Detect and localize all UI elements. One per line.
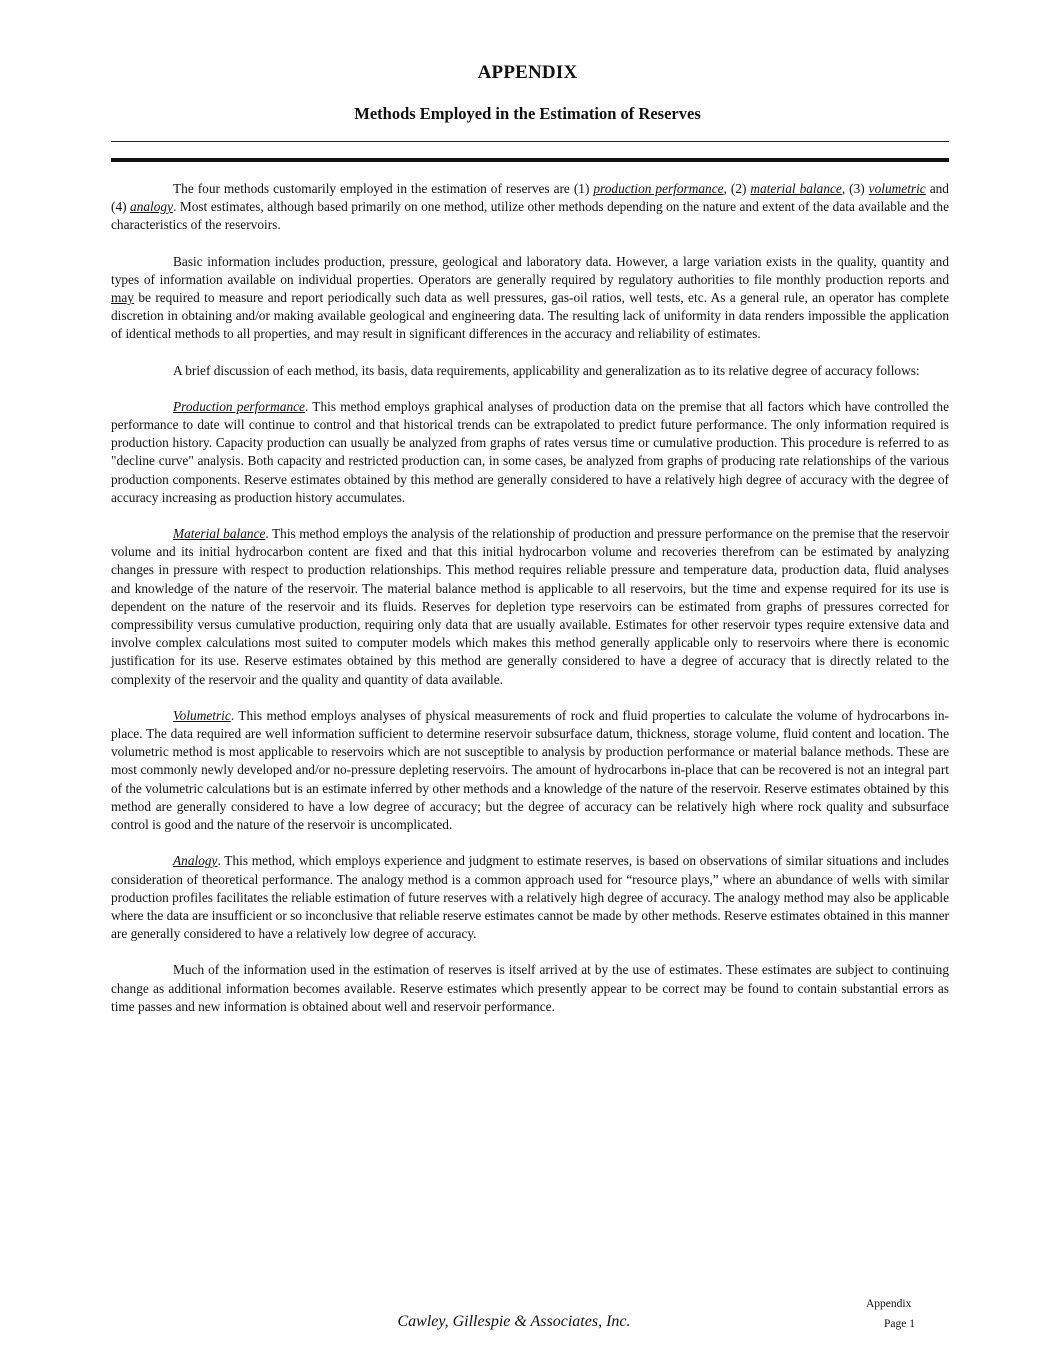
- footer-section-label: Appendix: [866, 1298, 912, 1310]
- paragraph-production-performance: Production performance. This method employs graphical analyses of production data on the premise that all factors which have controlled the performance to date will continue to control and that historical trends can be extrapolated to predict future performance. The only information required is production history. Capacity production can usually be analyzed from graphs of rates versus time or cumulative production. This procedure is referred to as "decline curve" analysis. Both capacity and restricted production can, in some cases, be analyzed from graphs of producing rate relationships of the various production components. Reserve estimates obtained by this method are generally considered to have a relatively high degree of accuracy with the degree of accuracy increasing as production history accumulates.: [111, 398, 949, 505]
- paragraph-analogy: Analogy. This method, which employs experience and judgment to estimate reserves, is based on observations of similar situations and includes consideration of theoretical performance. The analogy method is a common approach used for “resource plays,” where an abundance of wells with similar production profiles facilitates the reliable estimation of future reserves with a relatively high degree of accuracy. The analogy method may also be applicable where the data are insufficient or so inconclusive that reliable reserve estimates cannot be made by other methods. Reserve estimates obtained in this manner are generally considered to have a relatively low degree of accuracy.: [111, 853, 949, 942]
- footer-company-name: Cawley, Gillespie & Associates, Inc.: [397, 1313, 631, 1330]
- method-ref-production-performance: production performance: [593, 181, 724, 196]
- section-heading-analogy: Analogy: [173, 853, 218, 869]
- emphasis-may: may: [111, 290, 134, 306]
- document-body: [111, 180, 949, 1034]
- page-subtitle: Methods Employed in the Estimation of Reserves: [354, 104, 701, 123]
- paragraph-closing: Much of the information used in the estimation of reserves is itself arrived at by the use of estimates. These estimates are subject to continuing change as additional information becomes available. Reserve estimates which presently appear to be correct may be found to contain substantial errors as time passes and new information is obtained about well and reservoir performance.: [111, 962, 949, 1014]
- header-rule-thick: [111, 158, 949, 162]
- method-ref-volumetric: volumetric: [868, 181, 926, 196]
- footer-page-number: Page 1: [884, 1318, 915, 1330]
- page-title: APPENDIX: [477, 62, 578, 83]
- section-heading-volumetric: Volumetric: [173, 707, 231, 723]
- paragraph-basic-information: Basic information includes production, pressure, geological and laboratory data. However, a large variation exists in the quality, quantity and types of information available on individual properties. Operators are generally required by regulatory authorities to file monthly production reports and may be required to measure and report periodically such data as well pressures, gas-oil ratios, well tests, etc. As a general rule, an operator has complete discretion in obtaining and/or making available geological and engineering data. The resulting lack of uniformity in data renders impossible the application of identical methods to all properties, and may result in significant differences in the accuracy and reliability of estimates.: [111, 253, 949, 342]
- paragraph-discussion-intro: A brief discussion of each method, its basis, data requirements, applicability and generalization as to its relative degree of accuracy follows:: [173, 362, 920, 378]
- paragraph-intro: The four methods customarily employed in the estimation of reserves are (1) production performance, (2) material balance, (3) volumetric and (4) analogy. Most estimates, although based primarily on one method, utilize other methods depending on the nature and extent of the data available and the characteristics of the reservoirs.: [111, 181, 949, 233]
- section-heading-production-performance: Production performance: [173, 398, 305, 414]
- paragraph-material-balance: Material balance. This method employs the analysis of the relationship of production and pressure performance on the premise that the reservoir volume and its initial hydrocarbon content are fixed and that this initial hydrocarbon volume and recoveries therefrom can be estimated by analyzing changes in pressure with respect to production relationships. This method requires reliable pressure and temperature data, production data, fluid analyses and knowledge of the nature of the reservoir. The material balance method is applicable to all reservoirs, but the time and expense required for its use is dependent on the nature of the reservoir and its fluids. Reserves for depletion type reservoirs can be estimated from graphs of pressures corrected for compressibility versus cumulative production, requiring only data that are usually available. Estimates for other reservoir types require extensive data and involve complex calculations most suited to computer models which makes this method generally applicable only to reservoirs where there is economic justification for its use. Reserve estimates obtained by this method are generally considered to have a degree of accuracy that is directly related to the complexity of the reservoir and the quality and quantity of data available.: [111, 526, 949, 687]
- section-heading-material-balance: Material balance: [173, 526, 266, 542]
- method-ref-analogy: analogy: [130, 199, 174, 215]
- header-rule-thin: [111, 141, 949, 142]
- paragraph-volumetric: Volumetric. This method employs analyses of physical measurements of rock and fluid properties to calculate the volume of hydrocarbons in-place. The data required are well information sufficient to determine reservoir subsurface datum, thickness, storage volume, fluid content and location. The volumetric method is most applicable to reservoirs which are not susceptible to analysis by production performance or material balance methods. These are most commonly newly developed and/or no-pressure depleting reservoirs. The amount of hydrocarbons in-place that can be recovered is not an integral part of the volumetric calculations but is an estimate inferred by other methods and a knowledge of the nature of the reservoir. Reserve estimates obtained by this method are generally considered to have a low degree of accuracy; but the degree of accuracy can be relatively high where rock quality and subsurface control is good and the nature of the reservoir is uncomplicated.: [111, 707, 949, 833]
- method-ref-material-balance: material balance: [750, 181, 842, 196]
